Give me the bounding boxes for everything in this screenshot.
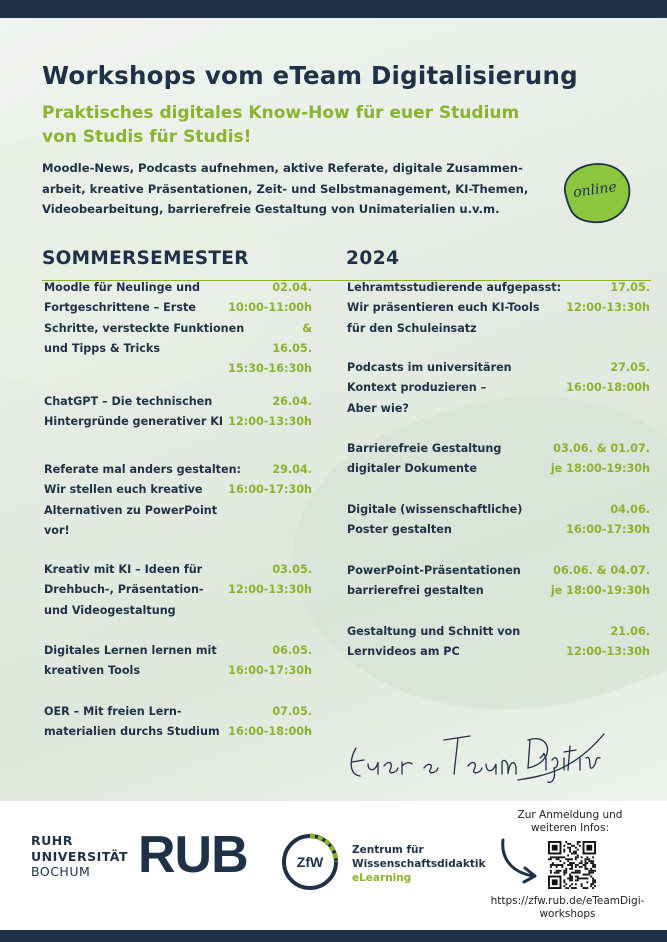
workshop-title-line: materialien durchs Studium bbox=[44, 725, 220, 739]
workshop-date-line: 16.05. bbox=[272, 341, 312, 355]
workshop-title-line: für den Schuleinsatz bbox=[347, 321, 477, 335]
workshop-date-line: 16:00-18:00h bbox=[566, 381, 650, 395]
workshop-date-line: 16:00-17:30h bbox=[228, 664, 312, 678]
workshop-dates bbox=[228, 641, 312, 682]
workshop-dates bbox=[566, 500, 650, 541]
workshop-title bbox=[44, 560, 204, 621]
workshop-title-line: Drehbuch-, Präsentation- bbox=[44, 583, 204, 597]
workshop-entry bbox=[44, 278, 312, 388]
workshop-date-line: 16:00-17:30h bbox=[566, 523, 650, 537]
footer bbox=[0, 801, 667, 930]
rub-wordmark bbox=[31, 833, 128, 880]
workshop-title-line: Digitale (wissenschaftliche) bbox=[347, 503, 523, 516]
workshop-date-line: 02.04. bbox=[272, 281, 312, 294]
workshop-title bbox=[347, 439, 501, 480]
url-line[interactable]: https://zfw.rub.de/eTeamDigi- bbox=[490, 895, 645, 907]
workshop-title bbox=[44, 641, 217, 682]
workshop-title bbox=[347, 500, 522, 541]
poster bbox=[0, 18, 667, 801]
workshop-title-line: Poster gestalten bbox=[347, 523, 452, 537]
semester-label: SOMMERSEMESTER bbox=[42, 248, 249, 269]
workshop-title-line: Referate mal anders gestalten: bbox=[44, 463, 242, 476]
registration-line: Zur Anmeldung und bbox=[517, 809, 623, 821]
rub-logo: RUB bbox=[138, 826, 248, 884]
workshop-title-line: Wir präsentieren euch KI-Tools bbox=[347, 301, 540, 315]
topics-intro bbox=[42, 158, 552, 220]
online-badge bbox=[556, 158, 634, 228]
workshop-date-line: 04.06. bbox=[610, 503, 650, 516]
workshop-title-line: Kreativ mit KI – Ideen für bbox=[44, 563, 203, 576]
zfw-line: Zentrum für bbox=[352, 844, 424, 856]
workshop-date-line: 21.06. bbox=[610, 625, 650, 638]
workshop-title-line: Schritte, versteckte Funktionen bbox=[44, 321, 245, 335]
subtitle-line: von Studis für Studis! bbox=[42, 127, 252, 147]
zfw-name bbox=[352, 843, 485, 885]
workshop-date-line: 12:00-13:30h bbox=[228, 583, 312, 597]
workshop-dates bbox=[228, 702, 312, 743]
poster-title: Workshops vom eTeam Digitalisierung bbox=[42, 61, 578, 90]
workshop-date-line: 12:00-13:30h bbox=[566, 645, 650, 659]
workshop-date-line: je 18:00-19:30h bbox=[550, 584, 650, 598]
workshop-title bbox=[347, 561, 521, 602]
workshop-date-line: 03.05. bbox=[272, 563, 312, 576]
workshop-date-line: 17.05. bbox=[610, 281, 650, 294]
workshop-title bbox=[347, 278, 561, 339]
workshop-date-line: 10:00-11:00h bbox=[228, 301, 312, 315]
workshop-title-line: Wir stellen euch kreative bbox=[44, 483, 203, 497]
workshop-title bbox=[347, 358, 512, 419]
signature-handwriting bbox=[342, 718, 612, 788]
workshop-date-line: 06.06. & 04.07. bbox=[553, 564, 650, 577]
intro-line: Videobearbeitung, barrierefreie Gestaltung von Unimaterialien u.v.m. bbox=[42, 202, 500, 216]
workshop-date-line: 29.04. bbox=[272, 463, 312, 476]
registration-line: weiteren Infos: bbox=[531, 821, 609, 834]
workshop-entry bbox=[347, 622, 650, 732]
workshop-dates bbox=[228, 460, 312, 501]
workshop-title-line: PowerPoint-Präsentationen bbox=[347, 564, 521, 577]
workshop-title-line: Podcasts im universitären bbox=[347, 361, 512, 374]
workshop-title-line: und Videogestaltung bbox=[44, 603, 176, 617]
workshop-entry bbox=[44, 460, 312, 570]
workshop-date-line: 12:00-13:30h bbox=[228, 415, 312, 429]
zfw-line: Wissenschaftsdidaktik bbox=[352, 858, 486, 870]
workshop-date-line: 26.04. bbox=[272, 395, 312, 408]
zfw-logo-icon bbox=[280, 832, 340, 892]
registration-note bbox=[510, 809, 630, 834]
workshop-dates bbox=[228, 560, 312, 601]
registration-url[interactable] bbox=[470, 895, 665, 920]
workshop-date-line: 07.05. bbox=[272, 705, 312, 718]
workshop-title-line: vor! bbox=[44, 523, 70, 537]
workshop-title-line: Hintergründe generativer KI bbox=[44, 415, 224, 429]
workshop-title-line: Lehramtsstudierende aufgepasst: bbox=[347, 281, 562, 294]
subtitle-line: Praktisches digitales Know-How für euer Studium bbox=[42, 103, 520, 123]
workshop-title bbox=[44, 392, 223, 433]
intro-line: Moodle-News, Podcasts aufnehmen, aktive Referate, digitale Zusammen- bbox=[42, 161, 523, 175]
intro-line: arbeit, kreative Präsentationen, Zeit- und Selbstmanagement, KI-Themen, bbox=[42, 181, 529, 196]
workshop-date-line: 03.06. & 01.07. bbox=[553, 442, 650, 455]
workshop-title bbox=[44, 278, 244, 359]
workshop-dates bbox=[228, 278, 312, 379]
workshop-dates bbox=[566, 622, 650, 663]
badge-label: online bbox=[572, 179, 618, 201]
workshop-title-line: digitaler Dokumente bbox=[347, 462, 477, 476]
workshop-date-line: & bbox=[302, 321, 312, 335]
workshop-title-line: Fortgeschrittene – Erste bbox=[44, 301, 196, 315]
workshop-date-line: je 18:00-19:30h bbox=[550, 462, 650, 476]
workshop-date-line: 12:00-13:30h bbox=[566, 301, 650, 315]
url-line[interactable]: workshops bbox=[539, 907, 596, 920]
workshop-title-line: OER – Mit freien Lern- bbox=[44, 705, 182, 718]
workshop-dates bbox=[551, 439, 650, 480]
workshop-title-line: barrierefrei gestalten bbox=[347, 584, 484, 598]
workshop-title bbox=[44, 702, 220, 743]
workshop-date-line: 16:00-18:00h bbox=[228, 725, 312, 739]
workshop-title-line: Lernvideos am PC bbox=[347, 645, 460, 659]
curved-arrow-icon bbox=[497, 836, 543, 886]
workshop-title-line: Kontext produzieren – bbox=[347, 381, 487, 395]
semester-year: 2024 bbox=[346, 248, 400, 269]
wordmark-line: RUHR bbox=[31, 833, 73, 848]
wordmark-line: BOCHUM bbox=[31, 864, 91, 879]
workshop-entry bbox=[44, 702, 312, 801]
svg-text:ZfW: ZfW bbox=[296, 854, 324, 870]
workshop-title-line: Aber wie? bbox=[347, 401, 409, 415]
workshop-date-line: 06.05. bbox=[272, 644, 312, 657]
workshop-title-line: Moodle für Neulinge und bbox=[44, 281, 201, 294]
top-bar bbox=[0, 0, 667, 18]
workshop-dates bbox=[566, 358, 650, 399]
workshop-date-line: 16:00-17:30h bbox=[228, 483, 312, 497]
workshop-dates bbox=[566, 278, 650, 319]
poster-subtitle bbox=[42, 101, 602, 149]
workshop-title-line: ChatGPT – Die technischen bbox=[44, 395, 213, 408]
workshop-title bbox=[44, 460, 241, 541]
workshop-title-line: Gestaltung und Schnitt von bbox=[347, 625, 521, 638]
workshop-title-line: kreativen Tools bbox=[44, 664, 141, 678]
bottom-bar bbox=[0, 930, 667, 942]
workshop-date-line: 15:30-16:30h bbox=[228, 362, 312, 376]
workshop-title-line: Barrierefreie Gestaltung bbox=[347, 442, 502, 455]
qr-code-icon[interactable] bbox=[548, 841, 596, 889]
workshop-dates bbox=[228, 392, 312, 433]
workshop-title-line: Alternativen zu PowerPoint bbox=[44, 503, 218, 517]
zfw-line: eLearning bbox=[352, 872, 412, 884]
workshop-dates bbox=[551, 561, 650, 602]
workshop-date-line: 27.05. bbox=[610, 361, 650, 374]
wordmark-line: UNIVERSITÄT bbox=[31, 848, 129, 864]
workshop-title bbox=[347, 622, 520, 663]
workshop-title-line: Digitales Lernen lernen mit bbox=[44, 644, 217, 657]
workshop-title-line: und Tipps & Tricks bbox=[44, 341, 161, 355]
